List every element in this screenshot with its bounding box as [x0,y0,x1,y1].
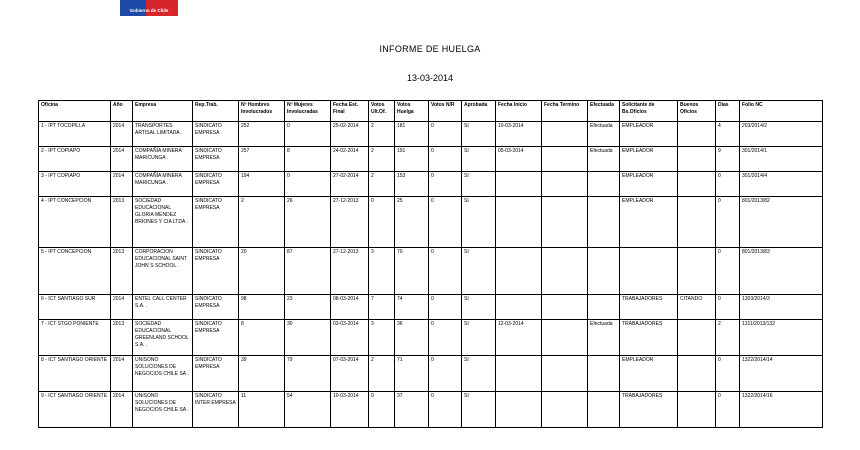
table-row [39,122,823,147]
table-cell [542,122,588,147]
table-cell: 23 [285,295,331,320]
table-row [39,356,823,392]
table-cell: 0 [285,172,331,197]
column-header: Empresa [133,101,193,122]
column-header: Efectuada [588,101,620,122]
table-cell: EMPLEADOR [620,172,678,197]
table-cell: Efectuada [588,122,620,147]
table-cell [542,295,588,320]
table-cell: 2013 [111,248,133,295]
column-header: Fecha Est. Final [331,101,369,122]
table-cell: TRABAJADORES [620,295,678,320]
table-row [39,147,823,172]
table-cell: 36 [395,320,429,356]
table-cell [678,147,716,172]
table-cell: 194 [239,172,285,197]
table-cell: CORPORACION EDUCACIONAL SAINT JOHN´S SCHOOL . [133,248,193,295]
table-cell: SI [462,295,496,320]
column-header: Año [111,101,133,122]
table-cell: 2 [239,197,285,248]
column-header: Nº Mujeres Involucradas [285,101,331,122]
table-cell: 0 [429,147,462,172]
table-cell: 2014 [111,172,133,197]
table-cell: 2 [369,122,395,147]
table-cell [588,248,620,295]
table-cell: 6 - ICT SANTIAGO SUR [39,295,111,320]
table-cell: CITANDO [678,295,716,320]
table-cell: 5 - IPT CONCEPCION [39,248,111,295]
column-header: Aprobada [462,101,496,122]
table-cell: 0 [429,320,462,356]
table-cell: 1 - IPT TOCOPILLA [39,122,111,147]
table-cell: 27-02-2014 [331,172,369,197]
table-cell: 87 [285,248,331,295]
table-cell: EMPLEADOR [620,197,678,248]
table-cell: SINDICATO EMPRESA [193,295,239,320]
table-cell: 7 [369,295,395,320]
table-cell: 3 [369,248,395,295]
table-cell: 8 - ICT SANTIAGO ORIENTE [39,356,111,392]
table-cell: 25-02-2014 [331,122,369,147]
table-cell: SI [462,122,496,147]
table-cell: Efectuada [588,147,620,172]
table-cell: UNISONO SOLUCIONES DE NEGOCIOS CHILE SA . [133,356,193,392]
table-cell: 2014 [111,147,133,172]
table-cell: 0 [429,197,462,248]
table-cell: 26 [285,197,331,248]
table-cell: SI [462,356,496,392]
table-cell: UNISONO SOLUCIONES DE NEGOCIOS CHILE SA . [133,392,193,428]
table-cell: SINDICATO EMPRESA [193,197,239,248]
table-cell: 2 [369,356,395,392]
table-cell: 1322/2014/14 [740,356,823,392]
table-cell: ENTEL CALL CENTER S.A. . [133,295,193,320]
table-cell: 0 [716,248,740,295]
table-cell: 07-03-2014 [331,356,369,392]
table-cell: 801/2013/83 [740,248,823,295]
table-cell: SINDICATO EMPRESA [193,172,239,197]
table-cell: SI [462,392,496,428]
column-header: Buenos Oficios [678,101,716,122]
table-cell: SINDICATO INTER EMPRESA [193,392,239,428]
table-row [39,248,823,295]
table-cell: 08-03-2014 [331,295,369,320]
table-cell [542,248,588,295]
table-cell [542,147,588,172]
table-cell [678,122,716,147]
table-cell [496,392,542,428]
table-cell: 181 [395,122,429,147]
table-cell: 0 [716,197,740,248]
table-cell: Efectuada [588,320,620,356]
table-cell: 4 [716,122,740,147]
table-cell: 0 [716,172,740,197]
column-header: Nº Hombres Involucrados [239,101,285,122]
table-cell: 2 [369,147,395,172]
table-cell: 2014 [111,392,133,428]
table-cell: 2 [716,320,740,356]
table-cell: 54 [285,392,331,428]
table-cell: 0 [429,356,462,392]
column-header: Rep.Trab. [193,101,239,122]
table-cell: 0 [369,197,395,248]
report-date: 13-03-2014 [406,73,454,83]
table-cell: SINDICATO EMPRESA [193,122,239,147]
table-cell: EMPLEADOR [620,356,678,392]
report-title: INFORME DE HUELGA [379,44,481,54]
table-cell [496,197,542,248]
table-cell [542,320,588,356]
table-cell: 39 [239,356,285,392]
table-row [39,172,823,197]
table-cell: 8 [285,147,331,172]
table-cell: 37 [395,392,429,428]
table-cell [496,172,542,197]
column-header: Días [716,101,740,122]
table-cell [588,197,620,248]
table-cell: 0 [429,295,462,320]
table-cell: 98 [239,295,285,320]
table-cell: 2 - IPT COPIAPO [39,147,111,172]
table-cell: SI [462,320,496,356]
table-cell: 1322/2014/16 [740,392,823,428]
table-cell: SINDICATO EMPRESA [193,147,239,172]
table-cell [496,248,542,295]
table-cell: 27-12-2013 [331,248,369,295]
table-cell [620,248,678,295]
table-cell: COMPAÑÍA MINERA MARICUNGA . [133,172,193,197]
table-cell: 1311/2013/132 [740,320,823,356]
table-cell: 1303/2014/3 [740,295,823,320]
table-cell: SINDICATO EMPRESA [193,320,239,356]
table-cell: 2014 [111,122,133,147]
table-cell [542,197,588,248]
column-header: Oficina [39,101,111,122]
table-cell [678,356,716,392]
table-cell: 7 - ICT STGO PONIENTE [39,320,111,356]
table-cell: 301/2014/4 [740,172,823,197]
table-cell: 8 [239,320,285,356]
table-cell: COMPAÑÍA MINERA MARICUNGA . [133,147,193,172]
table-cell: 79 [285,356,331,392]
table-cell [678,197,716,248]
table-cell: 153 [395,172,429,197]
table-cell: 0 [285,122,331,147]
table-cell: SI [462,197,496,248]
gobierno-logo [120,0,178,16]
table-cell [678,172,716,197]
table-cell: 70 [395,248,429,295]
table-cell [542,172,588,197]
table-cell: TRANSPORTES ARTISAL LIMITADA . [133,122,193,147]
table-cell: 191 [395,147,429,172]
table-cell [588,356,620,392]
table-cell: 74 [395,295,429,320]
table-cell: 0 [369,392,395,428]
column-header: Votos Huelga [395,101,429,122]
table-cell: TRABAJADORES [620,320,678,356]
table-cell: SOCIEDAD EDUCACIONAL GREENLAND SCHOOL S.A. . [133,320,193,356]
table-cell: 4 - IPT CONCEPCION [39,197,111,248]
logo-text: Gobierno de Chile [129,8,169,13]
table-cell [678,392,716,428]
table-cell: 2 [369,172,395,197]
table-row [39,197,823,248]
table-cell: 801/2013/82 [740,197,823,248]
table-cell: 05-03-2014 [496,147,542,172]
table-cell: 0 [429,392,462,428]
table-cell: 2013 [111,197,133,248]
table-cell: 9 [716,147,740,172]
table-cell: 12-03-2014 [496,320,542,356]
table-cell: SINDICATO EMPRESA [193,248,239,295]
table-cell [496,295,542,320]
table-header-row [39,101,823,122]
table-cell [678,320,716,356]
column-header: Folio NC [740,101,823,122]
column-header: Solicitante de Bs.Oficios [620,101,678,122]
table-cell [496,356,542,392]
table-cell [542,392,588,428]
table-cell: 2014 [111,295,133,320]
table-cell: SINDICATO EMPRESA [193,356,239,392]
table-row [39,392,823,428]
table-cell [588,172,620,197]
table-cell: 11 [239,392,285,428]
table-cell: 0 [716,295,740,320]
table-cell: 2014 [111,356,133,392]
table-cell: 257 [239,147,285,172]
table-cell: 203/2014/2 [740,122,823,147]
table-cell: SOCIEDAD EDUCACIONAL GLORIA MENDEZ BRIONES Y CIA LTDA . [133,197,193,248]
table-cell: SI [462,248,496,295]
table-cell: 0 [429,122,462,147]
table-cell: 0 [429,248,462,295]
table-cell [588,295,620,320]
table-cell: 3 - IPT COPIAPO [39,172,111,197]
table-cell: 25 [395,197,429,248]
table-cell: 30 [285,320,331,356]
column-header: Fecha Termino [542,101,588,122]
table-cell: 0 [716,356,740,392]
table-row [39,320,823,356]
table-cell [588,392,620,428]
table-cell: 2013 [111,320,133,356]
table-cell: TRABAJADORES [620,392,678,428]
table-cell: 03-03-2014 [331,320,369,356]
table-cell: 0 [429,172,462,197]
table-cell: 301/2014/1 [740,147,823,172]
table-cell: EMPLEADOR [620,122,678,147]
table-cell: SI [462,172,496,197]
column-header: Votos N/R [429,101,462,122]
table-cell: 3 [369,320,395,356]
table-cell: 20 [239,248,285,295]
strike-report-table [38,100,823,428]
column-header: Fecha Inicio [496,101,542,122]
table-cell: 71 [395,356,429,392]
table-cell: 10-03-2014 [331,392,369,428]
table-cell: 252 [239,122,285,147]
table-cell [678,248,716,295]
table-cell: EMPLEADOR [620,147,678,172]
table-cell: 27-12-2013 [331,197,369,248]
column-header: Votos Ult.Of. [369,101,395,122]
table-cell: 0 [716,392,740,428]
table-row [39,295,823,320]
table-cell: SI [462,147,496,172]
table-cell: 10-03-2014 [496,122,542,147]
table-cell: 9 - ICT SANTIAGO ORIENTE [39,392,111,428]
table-cell [542,356,588,392]
table-cell: 24-02-2014 [331,147,369,172]
